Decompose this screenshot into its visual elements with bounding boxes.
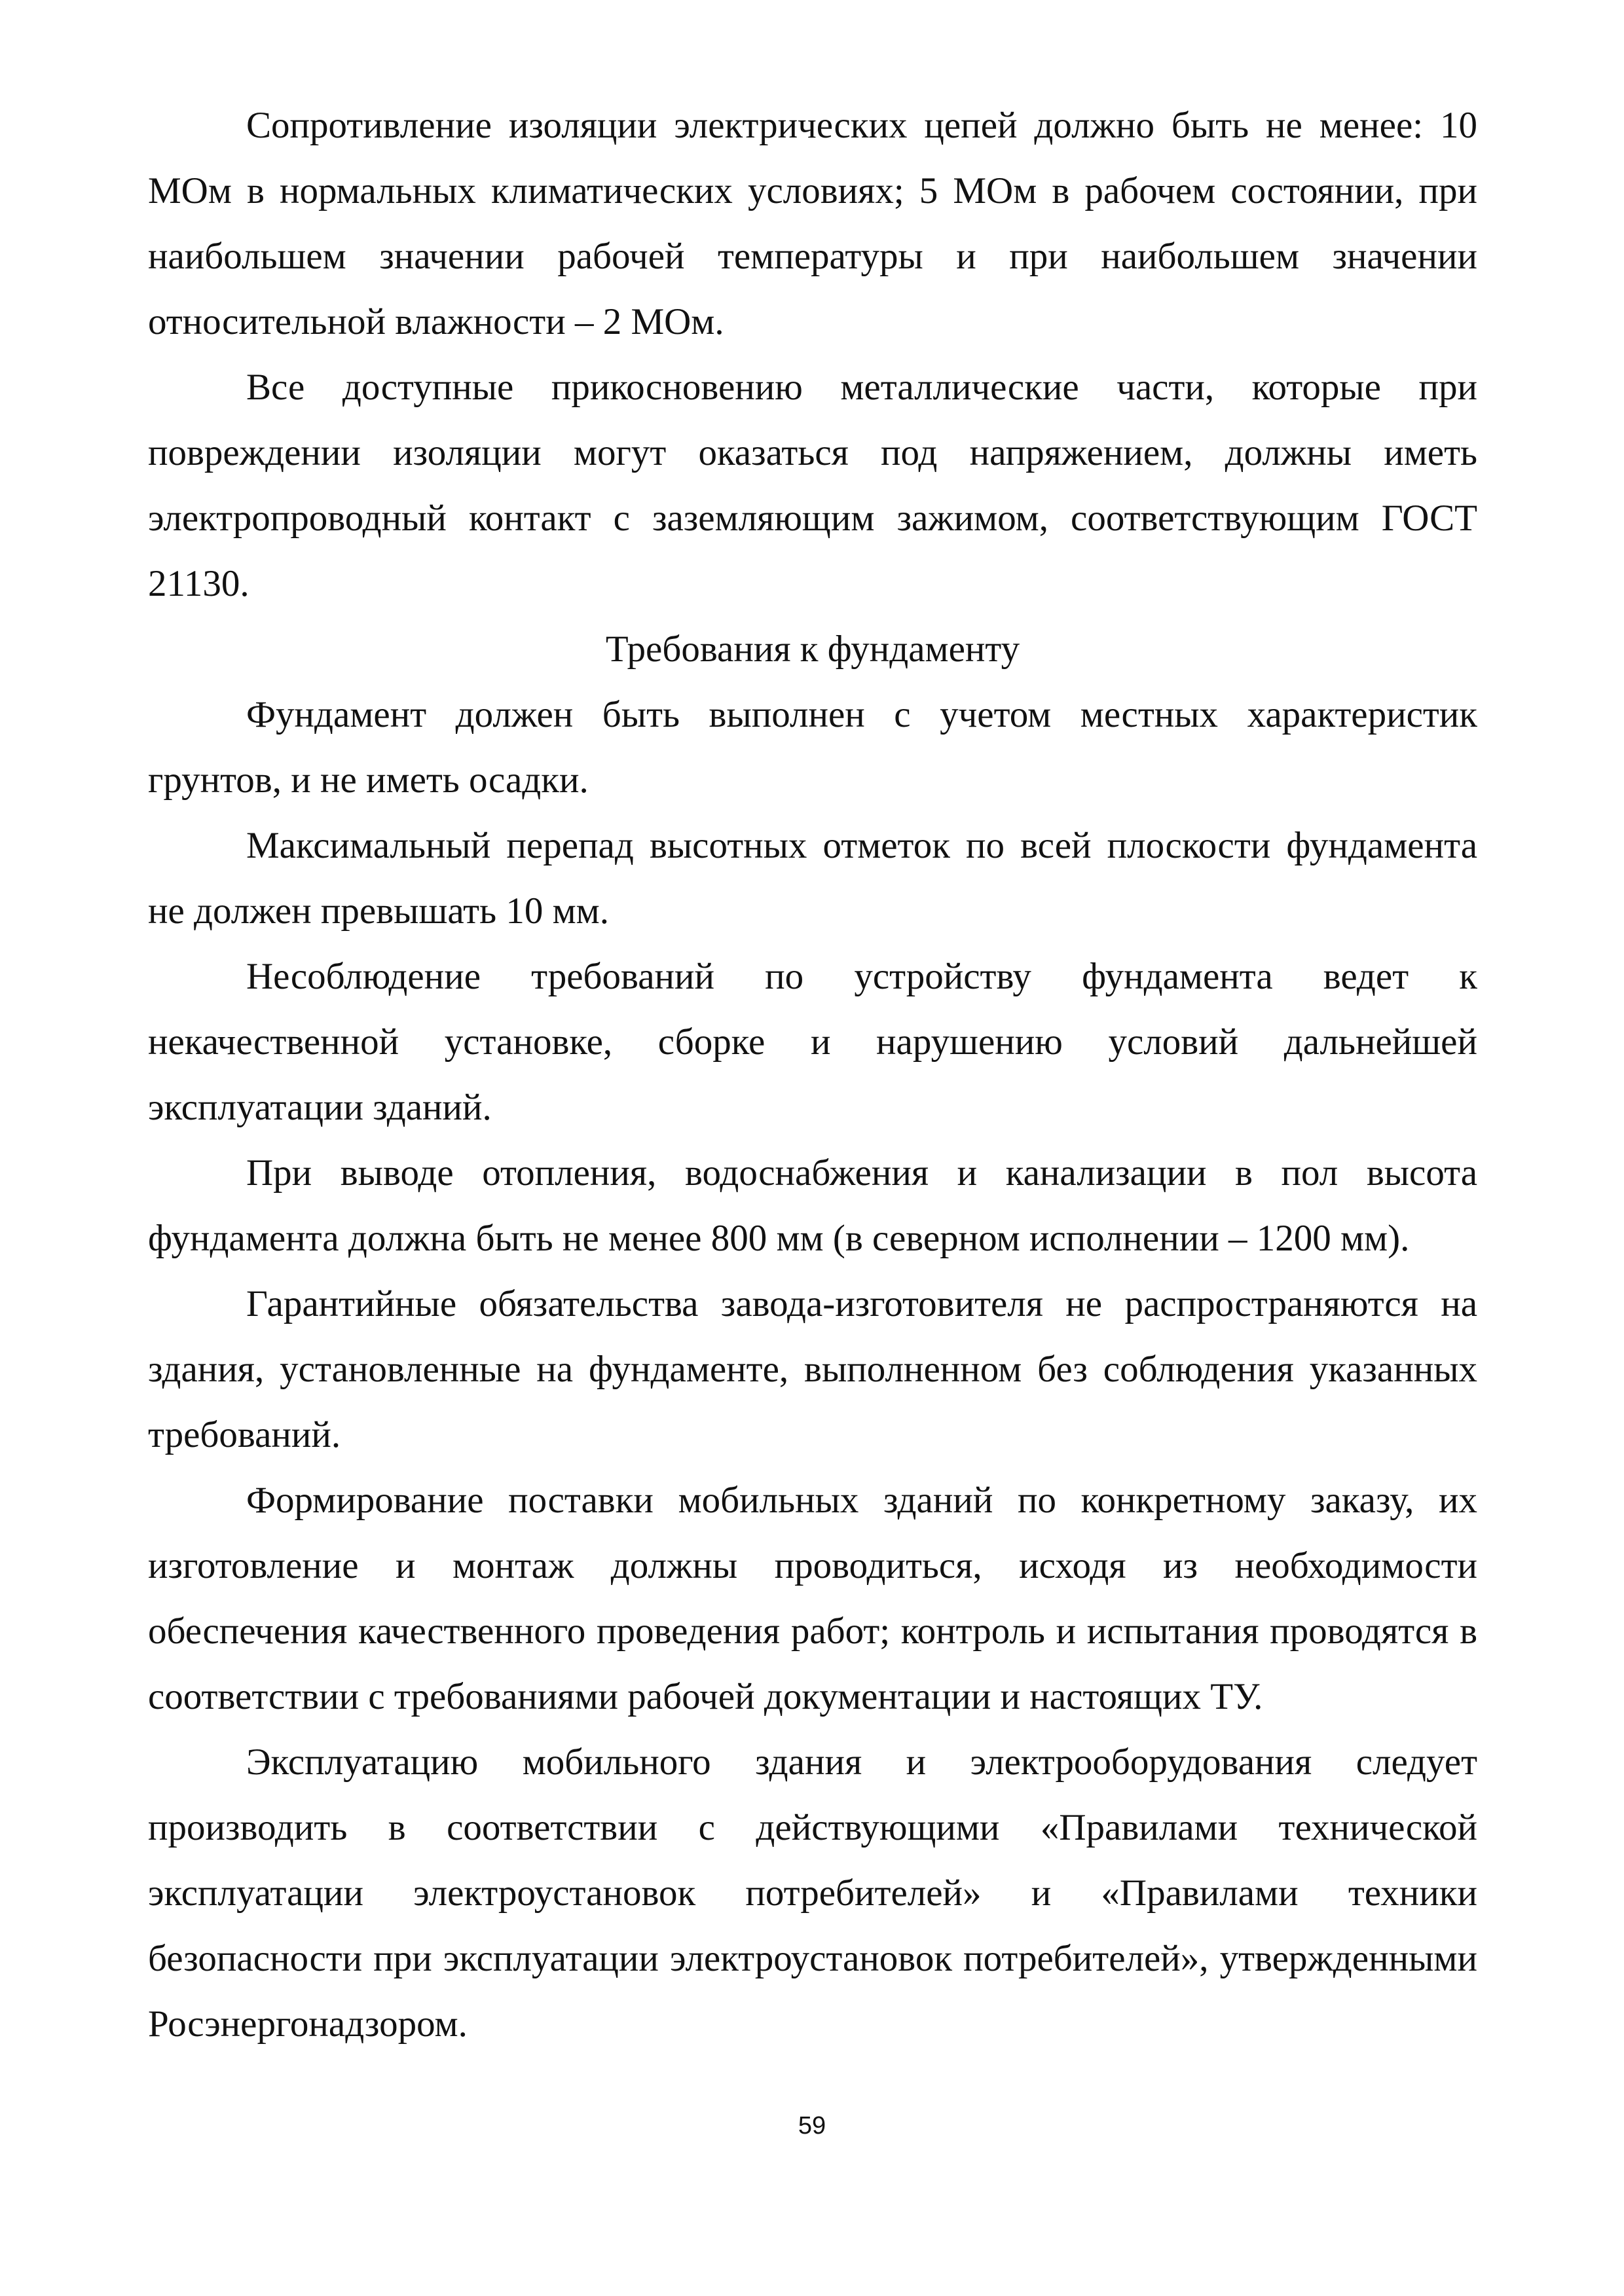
paragraph-operation-rules: Эксплуатацию мобильного здания и электрооборудования следует производить в соответствии с действующими «Правилами технической эксплуатации электроустановок потребителей» и «Правилами техники безопасности при эксплуатации электроустановок потребителей», утвержденными Росэнергонадзором.	[148, 1741, 1477, 2045]
paragraph-insulation-resistance: Сопротивление изоляции электрических цепей должно быть не менее: 10 МОм в нормальных климатических условиях; 5 МОм в рабочем состоянии, при наибольшем значении рабочей температуры и при наибольшем значении относительной влажности – 2 МОм.	[148, 105, 1477, 342]
paragraph-metal-parts-grounding: Все доступные прикосновению металлические части, которые при повреждении изоляции могут оказаться под напряжением, должны иметь электропроводный контакт с заземляющим зажимом, соответствующим ГОСТ 21130.	[148, 367, 1477, 604]
paragraph-height-difference: Максимальный перепад высотных отметок по всей плоскости фундамента не должен превышать 10 мм.	[148, 825, 1477, 932]
page-number: 59	[798, 2112, 826, 2140]
paragraph-warranty: Гарантийные обязательства завода-изготовителя не распространяются на здания, установленные на фундаменте, выполненном без соблюдения указанных требований.	[148, 1283, 1477, 1455]
section-heading-foundation: Требования к фундаменту	[605, 629, 1020, 670]
paragraph-delivery-formation: Формирование поставки мобильных зданий по конкретному заказу, их изготовление и монтаж должны проводиться, исходя из необходимости обеспечения качественного проведения работ; контроль и испытания проводятся в соответствии с требованиями рабочей документации и настоящих ТУ.	[148, 1480, 1477, 1717]
paragraph-foundation-height: При выводе отопления, водоснабжения и канализации в пол высота фундамента должна быть не менее 800 мм (в северном исполнении – 1200 мм).	[148, 1152, 1477, 1259]
document-body	[148, 93, 1477, 2057]
paragraph-foundation-soil: Фундамент должен быть выполнен с учетом местных характеристик грунтов, и не иметь осадки.	[148, 694, 1477, 801]
paragraph-noncompliance: Несоблюдение требований по устройству фундамента ведет к некачественной установке, сборке и нарушению условий дальнейшей эксплуатации зданий.	[148, 956, 1477, 1128]
